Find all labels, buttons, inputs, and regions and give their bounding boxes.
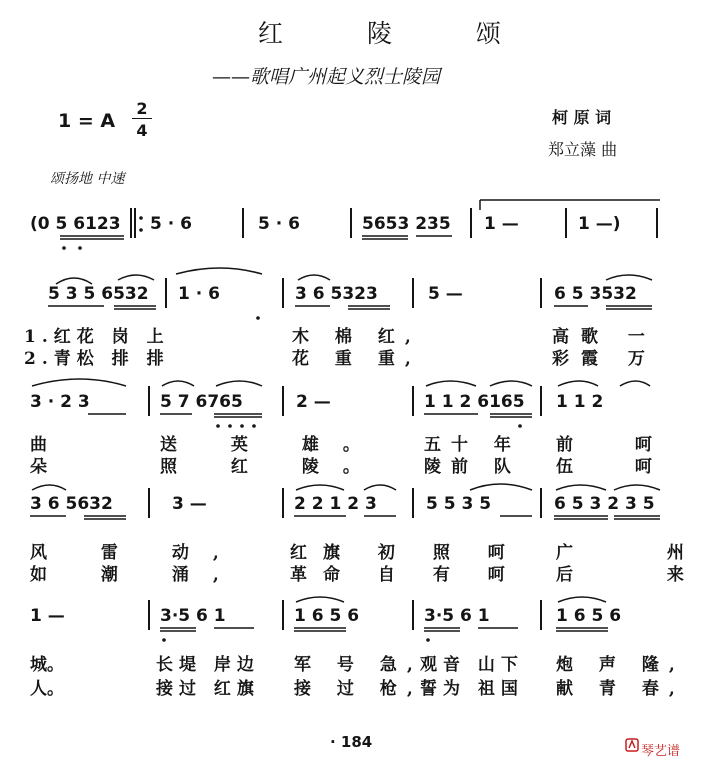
watermark-logo-icon [625,738,639,752]
measure-notes: 1 6 5 6 [294,606,360,626]
measure-notes: 6 5 3 2 3 5 [554,494,655,514]
slur [470,484,532,490]
lyric-verse-2: 接过 红旗 [156,679,260,699]
measure-notes: 5 · 6 [258,214,300,234]
measure-notes: (0 5 6123 [30,214,121,234]
slur [558,381,598,386]
time-denominator: 4 [136,121,148,140]
measure-notes: 5653 235 [362,214,451,234]
slur [298,275,330,280]
lyric-verse-2: 照 红 陵。 [160,457,384,477]
octave-dot [228,424,232,428]
slur [556,485,606,490]
octave-dot [256,316,260,320]
lyric-verse-1: 木 棉 红, [292,327,421,347]
octave-dot [162,638,166,642]
lyric-verse-1: 炮 声 隆, [556,655,685,675]
key-signature: 1 = A [58,110,116,132]
measure-notes: 3·5 6 1 [424,606,490,626]
measure-notes: 5 · 6 [150,214,192,234]
slur [558,597,606,602]
measure-notes: 1 —) [578,214,621,234]
measure-notes: 3 · 2 3 [30,392,90,412]
measure-notes: 3 6 5323 [295,284,378,304]
slur [32,485,66,490]
octave-dot [62,246,66,250]
measure-notes: 1 — [30,606,65,626]
measure-notes: 1 1 2 6165 [424,392,525,412]
octave-dot [240,424,244,428]
lyric-verse-2: 革命 自 有 呵 [290,565,521,585]
lyric-verse-1: 风 雷 动, [30,543,243,563]
slur [32,379,126,386]
lyric-verse-1: 城。 [30,655,64,675]
octave-dot [426,638,430,642]
measure-notes: 5 7 6765 [160,392,243,412]
measure-notes: 1 · 6 [178,284,220,304]
slur [364,485,396,490]
octave-dot [78,246,82,250]
measure-notes: 6 5 3532 [554,284,637,304]
lyric-verse-2: 如 潮 涌, [30,565,243,585]
lyric-verse-1: 红旗 初 照 呵 [290,543,521,563]
lyric-verse-1: 前 呵 [556,435,680,455]
slur [426,381,476,386]
measure-notes: 1 6 5 6 [556,606,622,626]
octave-dot [216,424,220,428]
slur [620,381,650,386]
lyric-verse-1: 曲 [30,435,47,455]
lyric-verse-1: 1.红花 岗 上 [24,327,170,347]
measure-notes: 1 1 2 [556,392,604,412]
time-numerator: 2 [136,99,148,118]
measure-notes: 2 — [296,392,331,412]
lyric-verse-2: 后 来 [556,565,728,585]
lyric-verse-1: 送 英 雄。 [160,435,384,455]
measure-notes: 5 5 3 5 [426,494,492,514]
watermark-text: 琴艺谱 [641,744,681,759]
lyric-verse-2: 朵 [30,457,47,477]
slur [162,381,194,386]
lyric-verse-1: 广 州 [556,543,728,563]
tempo-marking: 颂扬地 中速 [50,171,125,187]
lyric-verse-2: 彩霞 万 [552,349,657,369]
measure-notes: 5 3 5 6532 [48,284,149,304]
lyric-verse-2: 2.青松 排 排 [24,349,170,369]
slur [296,597,344,602]
page-number: · 184 [330,733,373,751]
octave-dot [252,424,256,428]
song-title: 红 陵 颂 [258,19,539,48]
composer-credit: 郑立藻 曲 [548,140,618,159]
lyric-verse-2: 花 重 重, [292,349,421,369]
slur [118,275,154,280]
measure-notes: 3 6 5632 [30,494,113,514]
lyric-verse-2: 接 过 枪, [294,679,423,699]
lyric-verse-2: 誓为 祖国 [420,679,524,699]
octave-dot [518,424,522,428]
lyric-verse-2: 陵前 队 [424,457,521,477]
measure-notes: 3·5 6 1 [160,606,226,626]
measure-notes: 1 — [484,214,519,234]
lyric-verse-1: 长堤 岸边 [156,655,260,675]
slur [490,381,532,386]
repeat-dot [139,228,143,232]
lyric-verse-1: 观音 山下 [420,655,524,675]
lyricist-credit: 柯 原 词 [552,108,612,127]
measure-notes: 3 — [172,494,207,514]
song-subtitle: ——歌唱广州起义烈士陵园 [212,66,441,88]
slur [614,485,660,490]
lyric-verse-2: 人。 [30,679,64,699]
slur [606,275,652,280]
slur [216,381,262,386]
lyric-verse-2: 献 青 春, [556,679,685,699]
lyric-verse-1: 高歌 一 [552,327,657,347]
slur [176,268,262,274]
lyric-verse-1: 五十 年 [424,435,521,455]
measure-notes: 5 — [428,284,463,304]
measure-notes: 2 2 1 2 3 [294,494,377,514]
lyric-verse-1: 军 号 急, [294,655,423,675]
slur [296,485,344,490]
repeat-dot [139,216,143,220]
slur [56,278,92,284]
lyric-verse-2: 伍 呵 [556,457,680,477]
